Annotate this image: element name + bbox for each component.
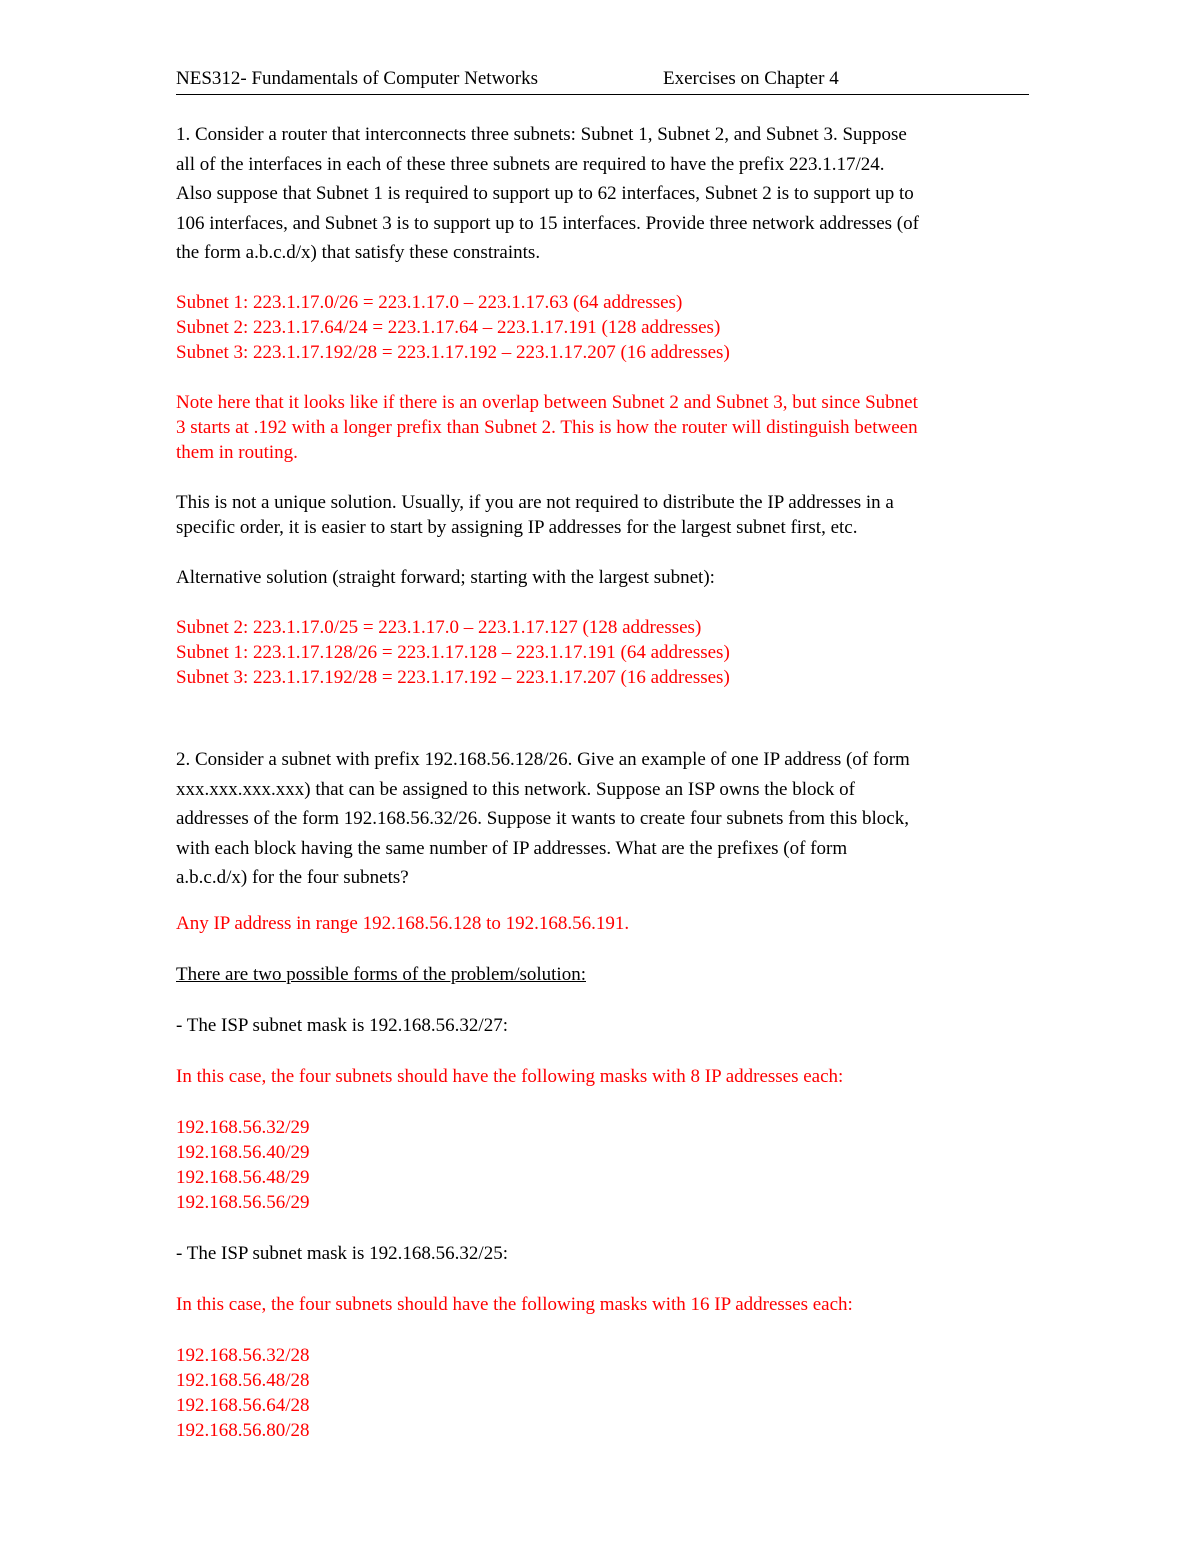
remark [176,490,1036,540]
page-header [176,66,1029,95]
remark-line: specific order, it is easier to start by assigning IP addresses for the largest subnet first, etc. [176,516,858,538]
question-line: all of the interfaces in each of these three subnets are required to have the prefix 223.1.17/24. [176,153,885,175]
solution-line: Subnet 1: 223.1.17.128/26 = 223.1.17.128 – 223.1.17.191 (64 addresses) [176,641,730,663]
solution-line: Subnet 3: 223.1.17.192/28 = 223.1.17.192 – 223.1.17.207 (16 addresses) [176,341,730,363]
solution-1 [176,290,1036,365]
question-line: 1. Consider a router that interconnects three subnets: Subnet 1, Subnet 2, and Subnet 3. Suppose [176,124,907,145]
alternative-heading: Alternative solution (straight forward; starting with the largest subnet): [176,566,715,588]
subnet-prefix: 192.168.56.40/29 [176,1141,310,1163]
subnet-prefix: 192.168.56.48/29 [176,1166,310,1188]
note-line: 3 starts at .192 with a longer prefix than Subnet 2. This is how the router will distinguish between [176,416,918,438]
document-body [176,120,1036,1443]
solution-2 [176,615,1036,690]
case-2-label: - The ISP subnet mask is 192.168.56.32/25: [176,1242,508,1264]
question-line: addresses of the form 192.168.56.32/26. Suppose it wants to create four subnets from this block, [176,808,909,830]
question-1 [176,120,1036,268]
case-1-text: In this case, the four subnets should have the following masks with 8 IP addresses each: [176,1065,844,1087]
question-line: 106 interfaces, and Subnet 3 is to support up to 15 interfaces. Provide three network addresses (of [176,212,919,234]
forms-heading: There are two possible forms of the problem/solution: [176,963,586,985]
question-line: the form a.b.c.d/x) that satisfy these constraints. [176,242,541,264]
overlap-note [176,390,1036,465]
solution-line: Subnet 2: 223.1.17.0/25 = 223.1.17.0 – 223.1.17.127 (128 addresses) [176,616,702,638]
solution-line: Subnet 2: 223.1.17.64/24 = 223.1.17.64 – 223.1.17.191 (128 addresses) [176,316,721,338]
question-line: a.b.c.d/x) for the four subnets? [176,867,409,889]
subnet-prefix: 192.168.56.32/29 [176,1116,310,1138]
case-1-label: - The ISP subnet mask is 192.168.56.32/27: [176,1014,508,1036]
remark-line: This is not a unique solution. Usually, if you are not required to distribute the IP addresses in a [176,491,894,513]
subnet-prefix: 192.168.56.80/28 [176,1419,310,1441]
chapter-title: Exercises on Chapter 4 [663,68,839,89]
course-title: NES312- Fundamentals of Computer Networks [176,68,539,89]
note-line: Note here that it looks like if there is an overlap between Subnet 2 and Subnet 3, but since Subnet [176,391,918,413]
question-line: Also suppose that Subnet 1 is required to support up to 62 interfaces, Subnet 2 is to support up to [176,183,914,205]
case-2-text: In this case, the four subnets should have the following masks with 16 IP addresses each: [176,1293,853,1315]
question-2 [176,745,1036,893]
subnet-prefix: 192.168.56.64/28 [176,1394,310,1416]
solution-line: Subnet 1: 223.1.17.0/26 = 223.1.17.0 – 223.1.17.63 (64 addresses) [176,291,683,313]
subnet-prefix: 192.168.56.48/28 [176,1369,310,1391]
case-1-subnets [176,1115,1036,1215]
question-line: with each block having the same number of IP addresses. What are the prefixes (of form [176,837,848,859]
question-line: xxx.xxx.xxx.xxx) that can be assigned to this network. Suppose an ISP owns the block of [176,778,855,800]
q2-answer: Any IP address in range 192.168.56.128 to 192.168.56.191. [176,912,630,934]
subnet-prefix: 192.168.56.56/29 [176,1191,310,1213]
case-2-subnets [176,1343,1036,1443]
question-line: 2. Consider a subnet with prefix 192.168.56.128/26. Give an example of one IP address (of form [176,748,910,770]
note-line: them in routing. [176,441,298,463]
subnet-prefix: 192.168.56.32/28 [176,1344,310,1366]
solution-line: Subnet 3: 223.1.17.192/28 = 223.1.17.192 – 223.1.17.207 (16 addresses) [176,666,730,688]
